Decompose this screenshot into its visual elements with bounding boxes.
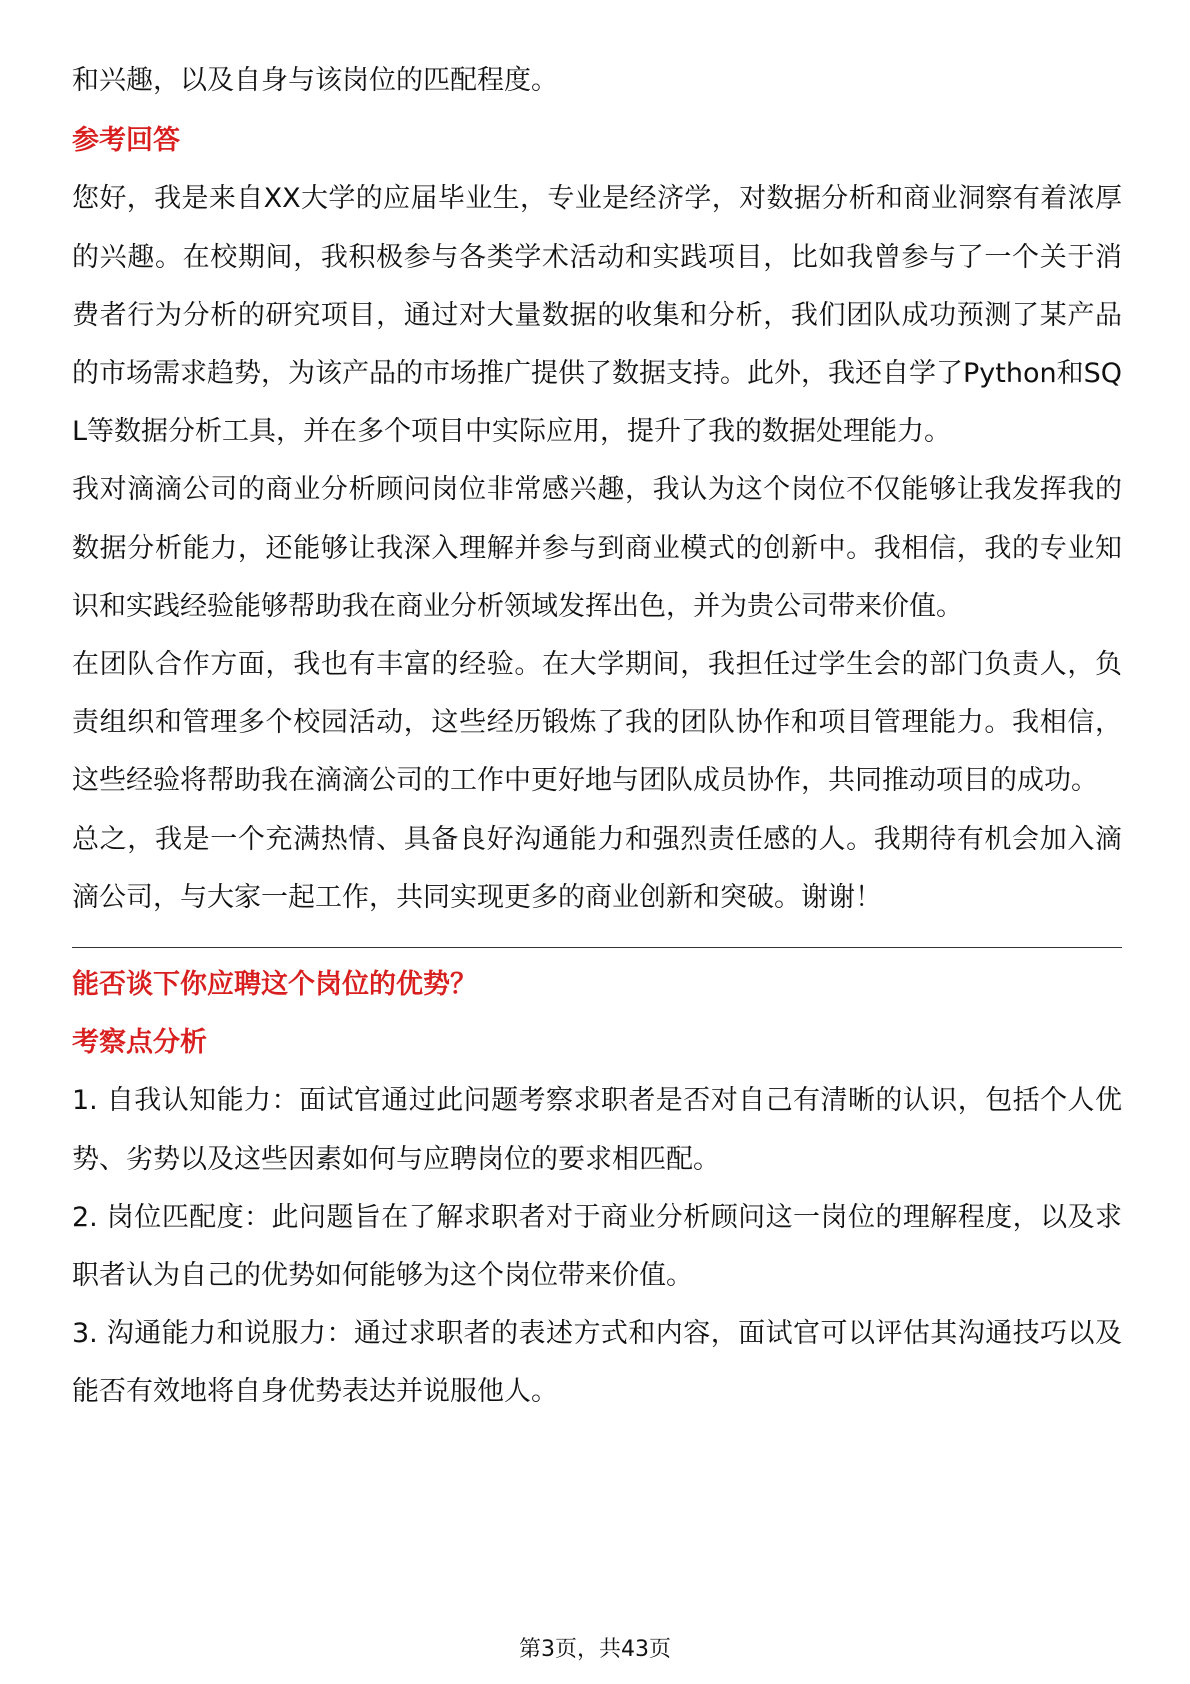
question-heading: 能否谈下你应聘这个岗位的优势？ (72, 969, 477, 1001)
page-content (72, 52, 1122, 1422)
answer-paragraph-3: 在团队合作方面，我也有丰富的经验。在大学期间，我担任过学生会的部门负责人，负责组织和管理多个校园活动，这些经历锻炼了我的团队协作和项目管理能力。我相信，这些经验将帮助我在滴滴公司的工作中更好地与团队成员协作，共同推动项目的成功。 (72, 649, 1122, 797)
intro-tail-text: 和兴趣，以及自身与该岗位的匹配程度。 (72, 65, 558, 96)
analysis-point-3: 3. 沟通能力和说服力：通过求职者的表述方式和内容，面试官可以评估其沟通技巧以及能否有效地将自身优势表达并说服他人。 (72, 1318, 1122, 1408)
analysis-point-2: 2. 岗位匹配度：此问题旨在了解求职者对于商业分析顾问这一岗位的理解程度，以及求职者认为自己的优势如何能够为这个岗位带来价值。 (72, 1201, 1122, 1292)
answer-paragraph-2: 我对滴滴公司的商业分析顾问岗位非常感兴趣，我认为这个岗位不仅能够让我发挥我的数据分析能力，还能够让我深入理解并参与到商业模式的创新中。我相信，我的专业知识和实践经验能够帮助我在商业分析领域发挥出色，并为贵公司带来价值。 (72, 474, 1122, 622)
answer-heading: 参考回答 (72, 125, 180, 157)
answer-paragraph-4: 总之，我是一个充满热情、具备良好沟通能力和强烈责任感的人。我期待有机会加入滴滴公司，与大家一起工作，共同实现更多的商业创新和突破。谢谢！ (72, 823, 1122, 913)
section-divider (72, 947, 1122, 948)
answer-paragraph-1: 您好，我是来自XX大学的应届毕业生，专业是经济学，对数据分析和商业洞察有着浓厚的兴趣。在校期间，我积极参与各类学术活动和实践项目，比如我曾参与了一个关于消费者行为分析的研究项目，通过对大量数据的收集和分析，我们团队成功预测了某产品的市场需求趋势，为该产品的市场推广提供了数据支持。此外，我还自学了Python和SQL等数据分析工具，并在多个项目中实际应用，提升了我的数据处理能力。 (72, 183, 1122, 448)
analysis-heading: 考察点分析 (72, 1027, 207, 1059)
analysis-point-1: 1. 自我认知能力：面试官通过此问题考察求职者是否对自己有清晰的认识，包括个人优势、劣势以及这些因素如何与应聘岗位的要求相匹配。 (72, 1085, 1122, 1175)
page-number-footer: 第3页，共43页 (519, 1637, 671, 1662)
